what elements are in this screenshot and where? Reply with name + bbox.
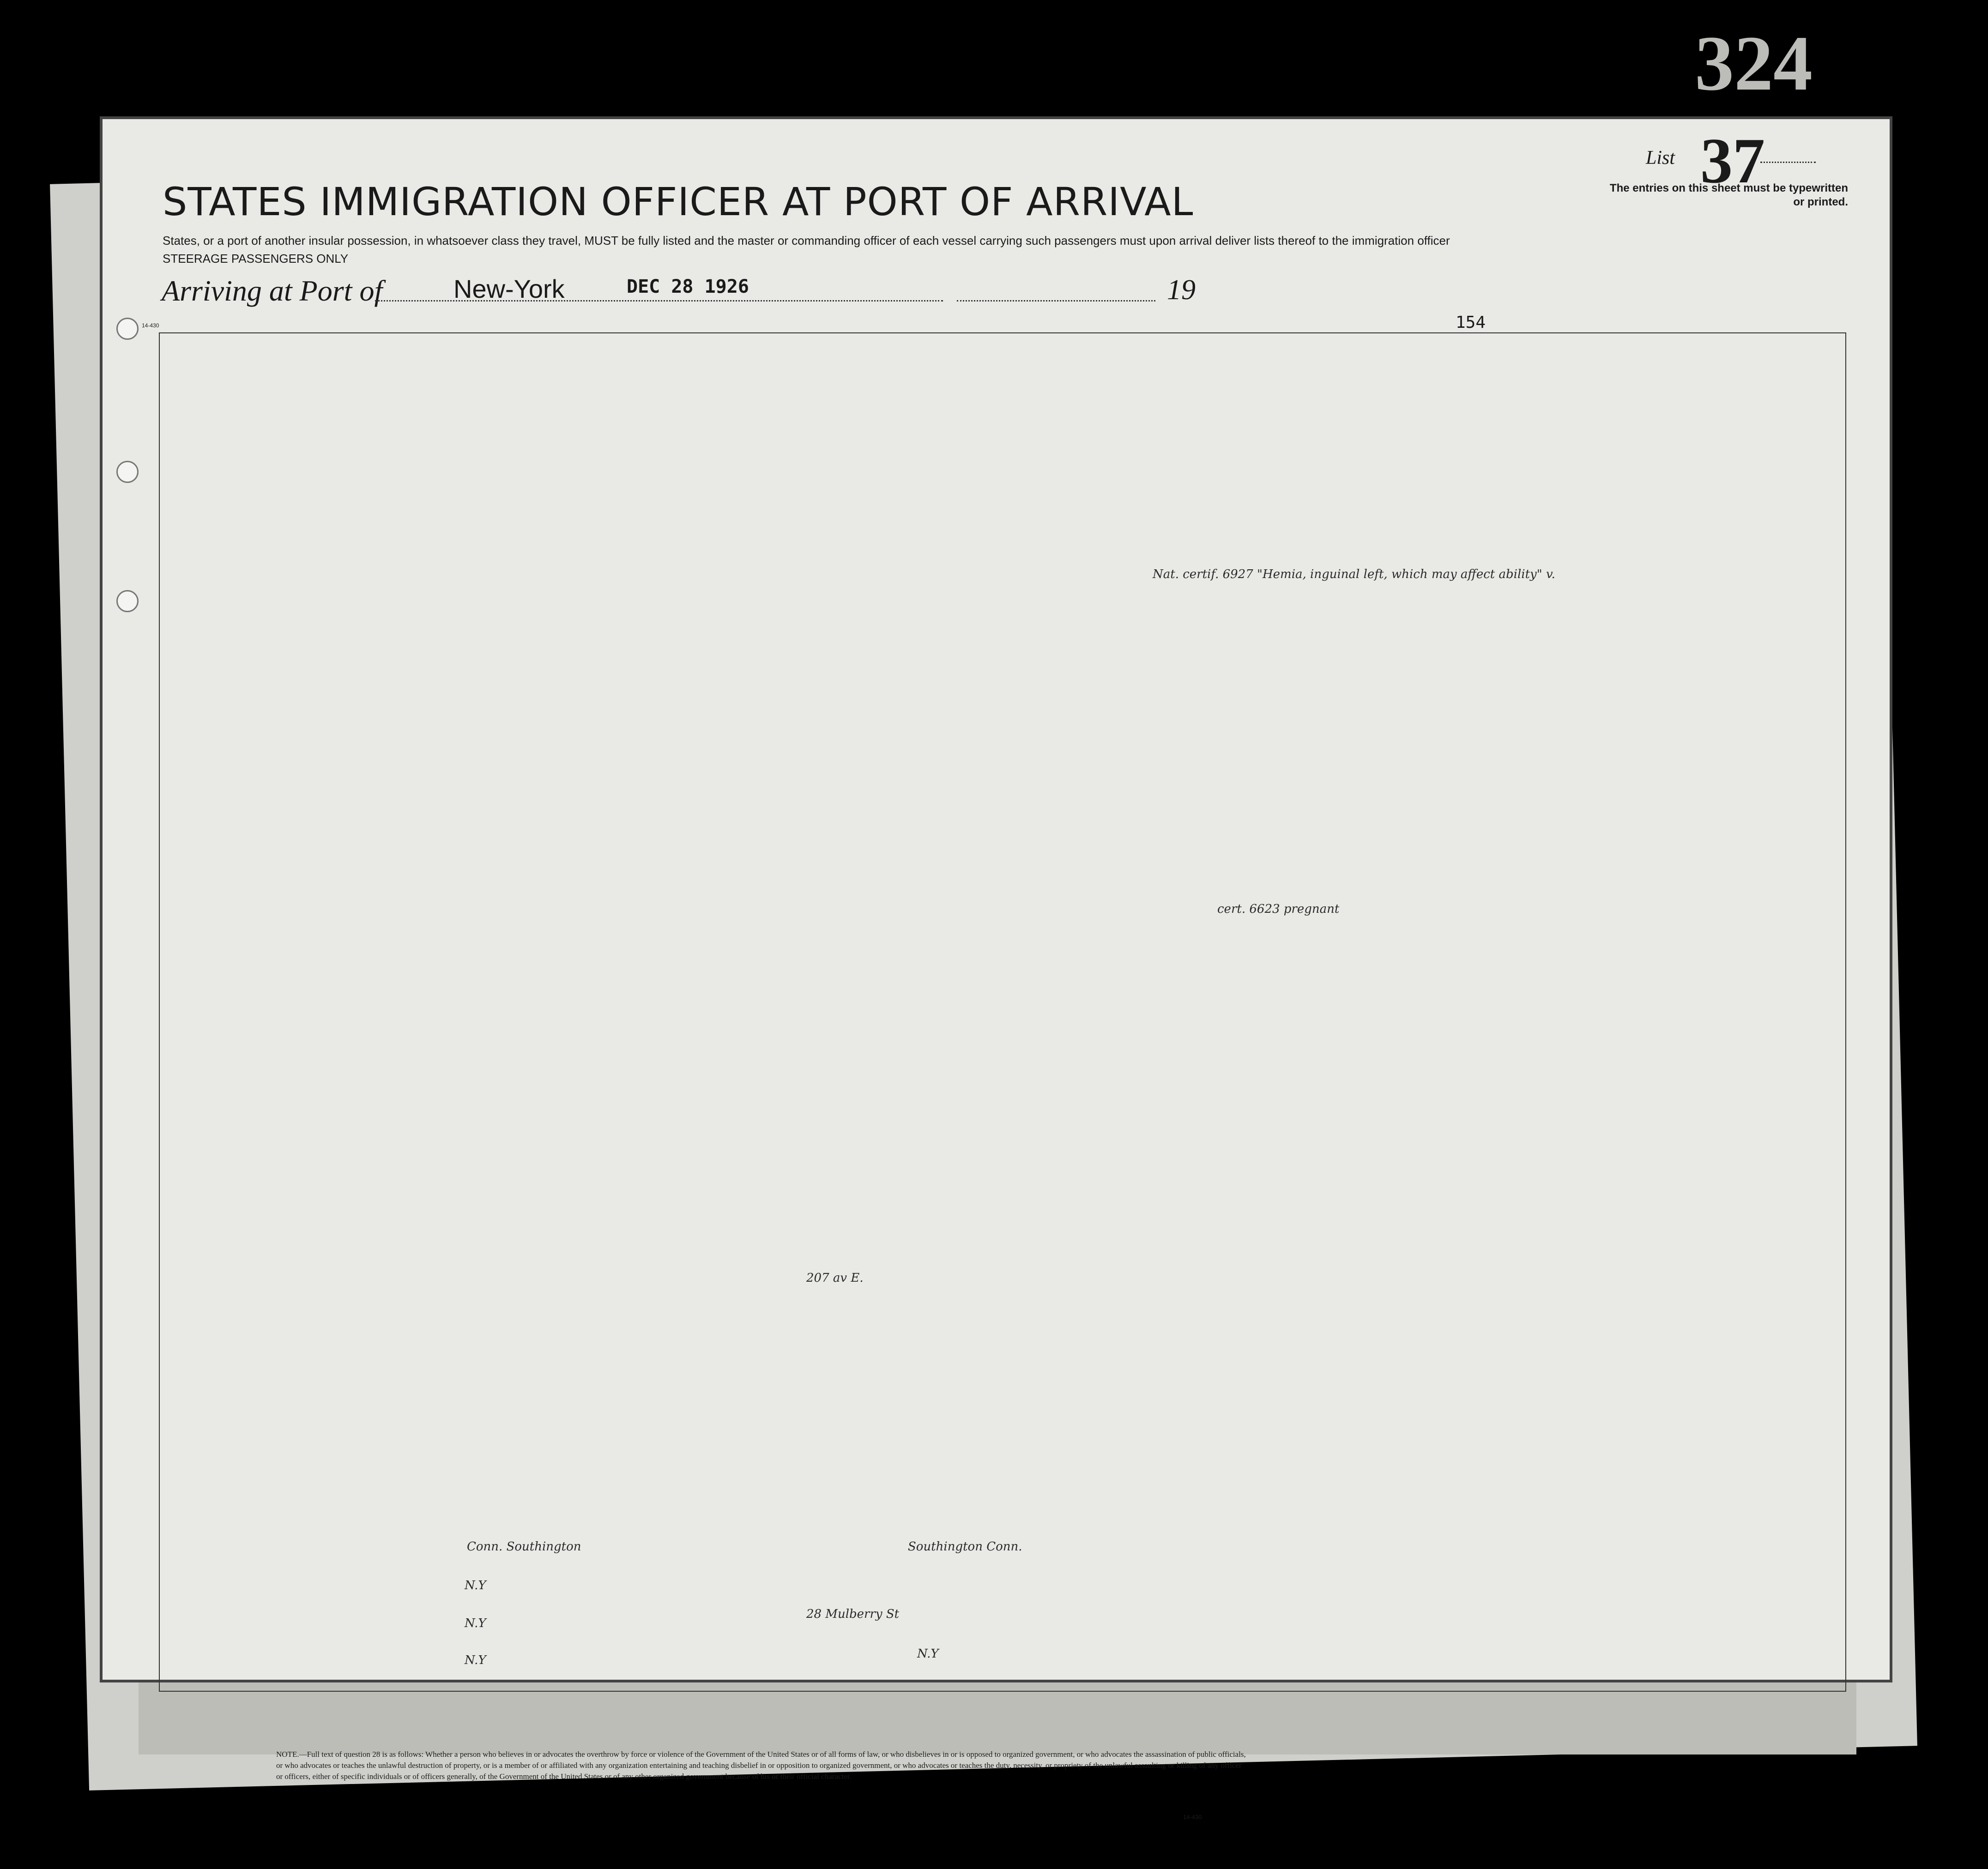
handwritten-medical-note: Nat. certif. 6927 "Hemia, inguinal left, which may affect ability" v. xyxy=(1153,567,1555,581)
list-number: 37 xyxy=(1700,125,1765,197)
arriving-label: Arriving at Port of xyxy=(162,274,383,307)
handwritten-state: N.Y xyxy=(465,1616,486,1630)
port-name: New-York xyxy=(453,274,565,303)
handwritten-address: Southington Conn. xyxy=(908,1540,1022,1554)
sheet-number: 154 xyxy=(1456,313,1486,332)
binder-hole xyxy=(116,461,139,483)
handwritten-medical-note: cert. 6623 pregnant xyxy=(1217,902,1340,916)
date-stamp: DEC 28 1926 xyxy=(627,276,749,297)
handwritten-address: N.Y xyxy=(917,1647,939,1661)
background-page-number: 324 xyxy=(1695,20,1813,107)
binder-hole xyxy=(116,318,139,340)
class-label: STEERAGE PASSENGERS ONLY xyxy=(163,252,349,265)
list-dotted-line xyxy=(1760,162,1816,163)
manifest-sheet xyxy=(103,119,1890,1821)
handwritten-state: N.Y xyxy=(465,1653,486,1667)
footer-form-number: 14-430 xyxy=(1183,1814,1202,1821)
handwritten-destination: Conn. Southington xyxy=(467,1540,581,1554)
list-note: The entries on this sheet must be typewritten or printed. xyxy=(1609,182,1848,208)
manifest-table xyxy=(159,332,1846,1692)
binder-hole xyxy=(116,590,139,612)
date-dotted-line xyxy=(957,300,1155,301)
form-number: 14-430 xyxy=(142,322,159,329)
handwritten-address: 207 av E. xyxy=(806,1271,864,1285)
page-title: STATES IMMIGRATION OFFICER AT PORT OF ARRIVAL xyxy=(163,179,1194,224)
year-prefix: 19 xyxy=(1167,274,1196,306)
list-label: List xyxy=(1646,147,1675,169)
subtitle: States, or a port of another insular possession, in whatsoever class they travel, MUST be fully listed and the master or commanding officer of each vessel carrying such passengers must upon arrival deliver lists thereof to the immigration officer xyxy=(163,234,1450,247)
footnote: NOTE.—Full text of question 28 is as follows: Whether a person who believes in or advocates the overthrow by force or violence of the Government of the United States or of all forms of law, or who disbelieves in or is opposed to organized government, or who advocates the assassination of public officials, or who advocates or teaches the unlawful destruction of property, or is a member of or affiliated with any organization entertaining and teaching disbelief in or opposition to organized government, or who advocates or teaches the duty, necessity, or propriety of the unlawful assaulting or killing of any officer or officers, either of specific individuals or of officers generally, of the Government of the United States or of any other organized government because of his or their official character. xyxy=(276,1750,1246,1781)
handwritten-address: 28 Mulberry St xyxy=(806,1607,900,1621)
handwritten-state: N.Y xyxy=(465,1579,486,1592)
